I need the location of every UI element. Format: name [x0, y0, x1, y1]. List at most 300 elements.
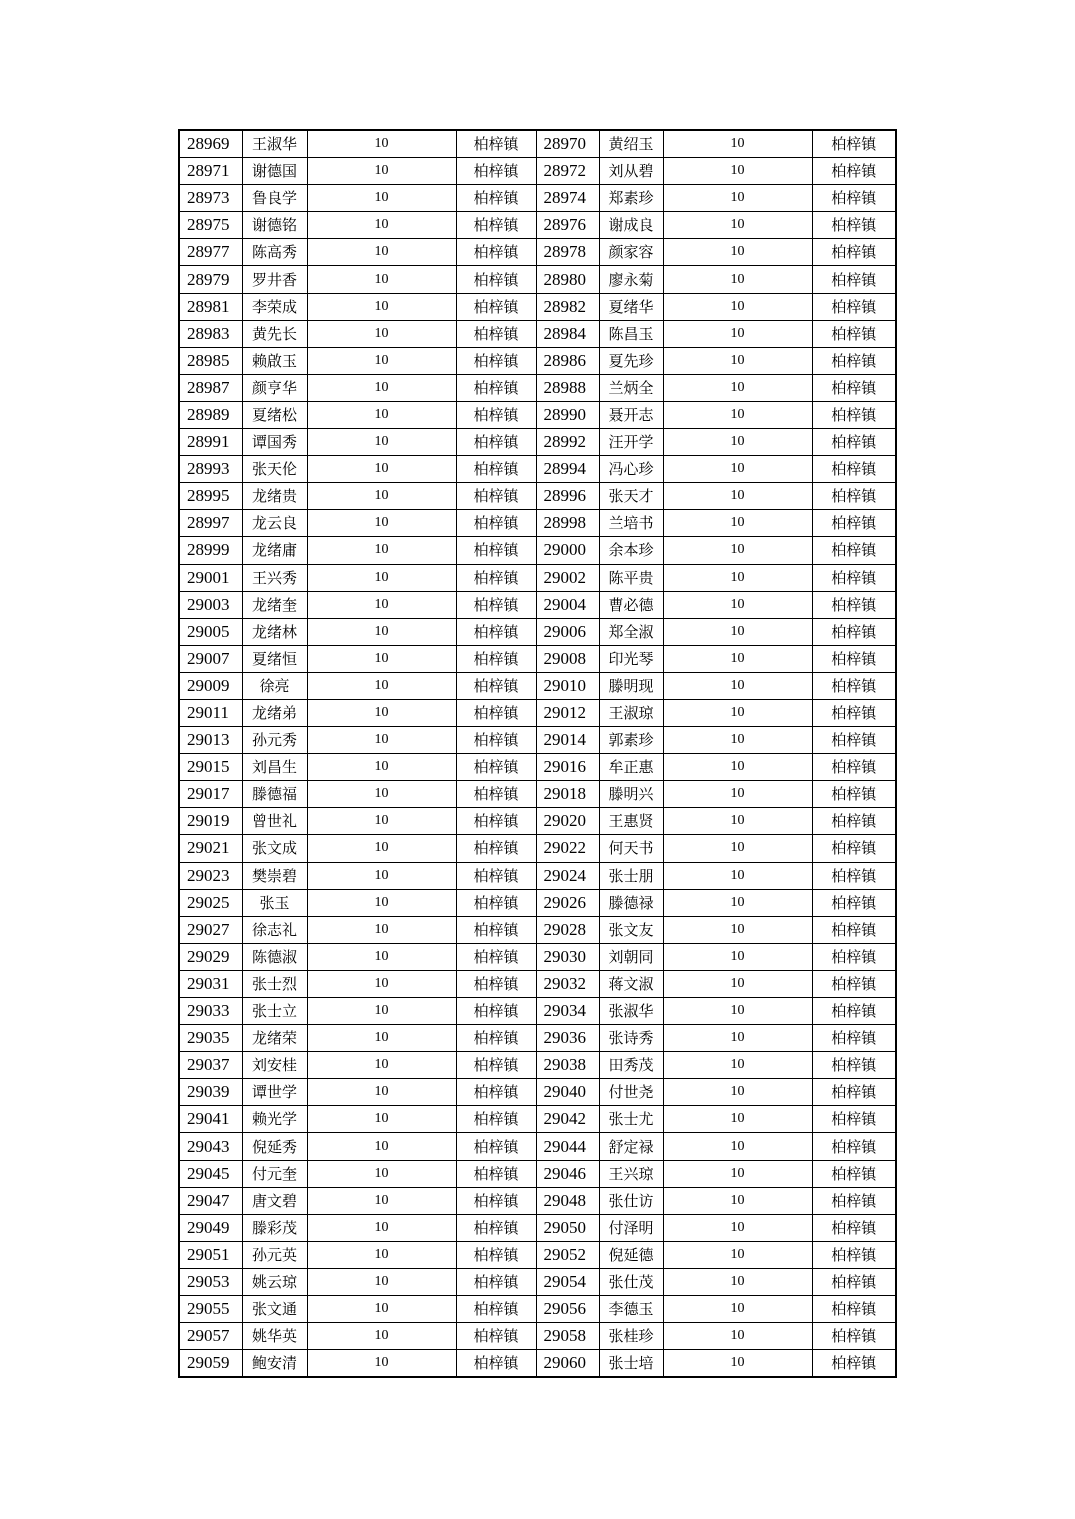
record-id-cell: 29059: [179, 1350, 242, 1378]
amount-cell: 10: [307, 429, 456, 456]
record-id-cell: 29015: [179, 754, 242, 781]
name-cell: 舒定禄: [599, 1133, 663, 1160]
amount-cell: 10: [663, 1187, 812, 1214]
town-cell: 柏梓镇: [812, 510, 896, 537]
name-cell: 谢成良: [599, 212, 663, 239]
table-row: [179, 591, 896, 618]
town-cell: 柏梓镇: [812, 239, 896, 266]
record-id-cell: 28976: [536, 212, 599, 239]
table-row: [179, 943, 896, 970]
amount-cell: 10: [663, 1133, 812, 1160]
name-cell: 王兴琼: [599, 1160, 663, 1187]
table-row: [179, 130, 896, 158]
record-id-cell: 29001: [179, 564, 242, 591]
amount-cell: 10: [663, 483, 812, 510]
record-id-cell: 29038: [536, 1052, 599, 1079]
amount-cell: 10: [663, 401, 812, 428]
record-id-cell: 29017: [179, 781, 242, 808]
amount-cell: 10: [663, 916, 812, 943]
name-cell: 郑全淑: [599, 618, 663, 645]
table-row: [179, 727, 896, 754]
record-id-cell: 29011: [179, 699, 242, 726]
town-cell: 柏梓镇: [812, 943, 896, 970]
amount-cell: 10: [663, 645, 812, 672]
town-cell: 柏梓镇: [456, 889, 536, 916]
name-cell: 唐文碧: [242, 1187, 307, 1214]
record-id-cell: 29016: [536, 754, 599, 781]
record-id-cell: 28985: [179, 347, 242, 374]
town-cell: 柏梓镇: [456, 456, 536, 483]
record-id-cell: 28997: [179, 510, 242, 537]
name-cell: 郭素珍: [599, 727, 663, 754]
record-id-cell: 29050: [536, 1214, 599, 1241]
table-row: [179, 1025, 896, 1052]
town-cell: 柏梓镇: [456, 1214, 536, 1241]
town-cell: 柏梓镇: [456, 293, 536, 320]
amount-cell: 10: [663, 293, 812, 320]
town-cell: 柏梓镇: [812, 266, 896, 293]
table-row: [179, 1079, 896, 1106]
table-row: [179, 564, 896, 591]
record-id-cell: 29009: [179, 672, 242, 699]
town-cell: 柏梓镇: [812, 808, 896, 835]
record-id-cell: 29008: [536, 645, 599, 672]
town-cell: 柏梓镇: [812, 1160, 896, 1187]
name-cell: 张士朋: [599, 862, 663, 889]
name-cell: 黄先长: [242, 320, 307, 347]
amount-cell: 10: [307, 510, 456, 537]
town-cell: 柏梓镇: [812, 158, 896, 185]
name-cell: 徐志礼: [242, 916, 307, 943]
amount-cell: 10: [307, 483, 456, 510]
name-cell: 鲁良学: [242, 185, 307, 212]
town-cell: 柏梓镇: [812, 537, 896, 564]
name-cell: 刘安桂: [242, 1052, 307, 1079]
amount-cell: 10: [307, 998, 456, 1025]
record-id-cell: 29019: [179, 808, 242, 835]
record-id-cell: 29057: [179, 1323, 242, 1350]
record-id-cell: 29035: [179, 1025, 242, 1052]
town-cell: 柏梓镇: [456, 266, 536, 293]
amount-cell: 10: [307, 1268, 456, 1295]
name-cell: 王兴秀: [242, 564, 307, 591]
record-id-cell: 28989: [179, 401, 242, 428]
town-cell: 柏梓镇: [456, 1079, 536, 1106]
name-cell: 聂开志: [599, 401, 663, 428]
name-cell: 龙绪弟: [242, 699, 307, 726]
amount-cell: 10: [663, 158, 812, 185]
town-cell: 柏梓镇: [456, 754, 536, 781]
town-cell: 柏梓镇: [812, 754, 896, 781]
name-cell: 张玉: [242, 889, 307, 916]
name-cell: 颜家容: [599, 239, 663, 266]
amount-cell: 10: [663, 510, 812, 537]
amount-cell: 10: [307, 1296, 456, 1323]
town-cell: 柏梓镇: [456, 1187, 536, 1214]
town-cell: 柏梓镇: [456, 591, 536, 618]
name-cell: 倪延秀: [242, 1133, 307, 1160]
record-id-cell: 28992: [536, 429, 599, 456]
record-id-cell: 29021: [179, 835, 242, 862]
record-id-cell: 29027: [179, 916, 242, 943]
table-row: [179, 889, 896, 916]
town-cell: 柏梓镇: [812, 1350, 896, 1378]
amount-cell: 10: [307, 374, 456, 401]
record-id-cell: 29018: [536, 781, 599, 808]
amount-cell: 10: [663, 618, 812, 645]
record-id-cell: 29031: [179, 970, 242, 997]
record-id-cell: 29039: [179, 1079, 242, 1106]
name-cell: 张士尤: [599, 1106, 663, 1133]
record-id-cell: 29014: [536, 727, 599, 754]
amount-cell: 10: [663, 672, 812, 699]
town-cell: 柏梓镇: [456, 645, 536, 672]
name-cell: 王惠贤: [599, 808, 663, 835]
name-cell: 郑素珍: [599, 185, 663, 212]
table-row: [179, 320, 896, 347]
name-cell: 张诗秀: [599, 1025, 663, 1052]
town-cell: 柏梓镇: [456, 429, 536, 456]
table-row: [179, 266, 896, 293]
amount-cell: 10: [663, 591, 812, 618]
table-row: [179, 401, 896, 428]
table-row: [179, 1052, 896, 1079]
town-cell: 柏梓镇: [456, 835, 536, 862]
name-cell: 陈高秀: [242, 239, 307, 266]
table-row: [179, 862, 896, 889]
name-cell: 龙绪贵: [242, 483, 307, 510]
record-id-cell: 29053: [179, 1268, 242, 1295]
town-cell: 柏梓镇: [812, 727, 896, 754]
name-cell: 张天伦: [242, 456, 307, 483]
record-id-cell: 28986: [536, 347, 599, 374]
name-cell: 兰培书: [599, 510, 663, 537]
town-cell: 柏梓镇: [456, 1350, 536, 1378]
record-id-cell: 29042: [536, 1106, 599, 1133]
amount-cell: 10: [663, 889, 812, 916]
town-cell: 柏梓镇: [812, 401, 896, 428]
table-row: [179, 293, 896, 320]
amount-cell: 10: [307, 1160, 456, 1187]
amount-cell: 10: [307, 727, 456, 754]
table-row: [179, 916, 896, 943]
record-id-cell: 28998: [536, 510, 599, 537]
table-row: [179, 239, 896, 266]
name-cell: 滕彩茂: [242, 1214, 307, 1241]
name-cell: 兰炳全: [599, 374, 663, 401]
amount-cell: 10: [307, 808, 456, 835]
name-cell: 滕德禄: [599, 889, 663, 916]
town-cell: 柏梓镇: [456, 374, 536, 401]
name-cell: 张文成: [242, 835, 307, 862]
amount-cell: 10: [663, 347, 812, 374]
table-row: [179, 212, 896, 239]
table-row: [179, 754, 896, 781]
town-cell: 柏梓镇: [812, 1052, 896, 1079]
town-cell: 柏梓镇: [456, 727, 536, 754]
town-cell: 柏梓镇: [456, 212, 536, 239]
name-cell: 赖光学: [242, 1106, 307, 1133]
record-id-cell: 28999: [179, 537, 242, 564]
name-cell: 曾世礼: [242, 808, 307, 835]
name-cell: 张士立: [242, 998, 307, 1025]
record-id-cell: 28996: [536, 483, 599, 510]
name-cell: 谭世学: [242, 1079, 307, 1106]
amount-cell: 10: [307, 239, 456, 266]
amount-cell: 10: [307, 591, 456, 618]
town-cell: 柏梓镇: [456, 401, 536, 428]
amount-cell: 10: [663, 239, 812, 266]
amount-cell: 10: [307, 537, 456, 564]
record-id-cell: 28981: [179, 293, 242, 320]
table-row: [179, 1160, 896, 1187]
town-cell: 柏梓镇: [456, 1241, 536, 1268]
name-cell: 刘朝同: [599, 943, 663, 970]
record-id-cell: 28987: [179, 374, 242, 401]
name-cell: 张淑华: [599, 998, 663, 1025]
town-cell: 柏梓镇: [812, 1323, 896, 1350]
amount-cell: 10: [307, 1187, 456, 1214]
town-cell: 柏梓镇: [812, 645, 896, 672]
record-id-cell: 29047: [179, 1187, 242, 1214]
name-cell: 付元奎: [242, 1160, 307, 1187]
record-id-cell: 29025: [179, 889, 242, 916]
name-cell: 黄绍玉: [599, 130, 663, 158]
amount-cell: 10: [663, 727, 812, 754]
table-row: [179, 1296, 896, 1323]
town-cell: 柏梓镇: [456, 781, 536, 808]
table-row: [179, 429, 896, 456]
record-id-cell: 29004: [536, 591, 599, 618]
table-row: [179, 185, 896, 212]
name-cell: 徐亮: [242, 672, 307, 699]
town-cell: 柏梓镇: [812, 483, 896, 510]
amount-cell: 10: [307, 401, 456, 428]
record-id-cell: 29022: [536, 835, 599, 862]
town-cell: 柏梓镇: [456, 483, 536, 510]
table-row: [179, 456, 896, 483]
name-cell: 倪延德: [599, 1241, 663, 1268]
record-id-cell: 29037: [179, 1052, 242, 1079]
record-id-cell: 29012: [536, 699, 599, 726]
record-id-cell: 28994: [536, 456, 599, 483]
name-cell: 鲍安清: [242, 1350, 307, 1378]
amount-cell: 10: [663, 130, 812, 158]
name-cell: 刘昌生: [242, 754, 307, 781]
amount-cell: 10: [663, 943, 812, 970]
name-cell: 樊崇碧: [242, 862, 307, 889]
name-cell: 滕明兴: [599, 781, 663, 808]
record-id-cell: 29030: [536, 943, 599, 970]
town-cell: 柏梓镇: [456, 943, 536, 970]
amount-cell: 10: [307, 293, 456, 320]
record-id-cell: 29058: [536, 1323, 599, 1350]
record-id-cell: 29055: [179, 1296, 242, 1323]
name-cell: 赖啟玉: [242, 347, 307, 374]
town-cell: 柏梓镇: [812, 1133, 896, 1160]
amount-cell: 10: [663, 429, 812, 456]
name-cell: 付世尧: [599, 1079, 663, 1106]
town-cell: 柏梓镇: [456, 970, 536, 997]
town-cell: 柏梓镇: [456, 347, 536, 374]
town-cell: 柏梓镇: [812, 456, 896, 483]
amount-cell: 10: [663, 456, 812, 483]
amount-cell: 10: [307, 564, 456, 591]
town-cell: 柏梓镇: [456, 1268, 536, 1295]
town-cell: 柏梓镇: [456, 699, 536, 726]
town-cell: 柏梓镇: [812, 1241, 896, 1268]
record-id-cell: 28975: [179, 212, 242, 239]
record-id-cell: 29000: [536, 537, 599, 564]
amount-cell: 10: [307, 1106, 456, 1133]
table-row: [179, 1350, 896, 1378]
name-cell: 廖永菊: [599, 266, 663, 293]
name-cell: 张士烈: [242, 970, 307, 997]
record-id-cell: 29006: [536, 618, 599, 645]
amount-cell: 10: [307, 835, 456, 862]
record-id-cell: 28979: [179, 266, 242, 293]
town-cell: 柏梓镇: [812, 1025, 896, 1052]
name-cell: 谭国秀: [242, 429, 307, 456]
name-cell: 姚华英: [242, 1323, 307, 1350]
town-cell: 柏梓镇: [812, 293, 896, 320]
town-cell: 柏梓镇: [456, 564, 536, 591]
amount-cell: 10: [307, 130, 456, 158]
amount-cell: 10: [663, 212, 812, 239]
amount-cell: 10: [307, 266, 456, 293]
table-row: [179, 808, 896, 835]
town-cell: 柏梓镇: [812, 185, 896, 212]
town-cell: 柏梓镇: [456, 510, 536, 537]
name-cell: 夏绪恒: [242, 645, 307, 672]
town-cell: 柏梓镇: [812, 1187, 896, 1214]
table-row: [179, 537, 896, 564]
record-id-cell: 29020: [536, 808, 599, 835]
amount-cell: 10: [307, 1079, 456, 1106]
town-cell: 柏梓镇: [456, 239, 536, 266]
amount-cell: 10: [663, 1350, 812, 1378]
name-cell: 姚云琼: [242, 1268, 307, 1295]
amount-cell: 10: [663, 1025, 812, 1052]
town-cell: 柏梓镇: [812, 862, 896, 889]
table-row: [179, 699, 896, 726]
name-cell: 张桂珍: [599, 1323, 663, 1350]
name-cell: 谢德铭: [242, 212, 307, 239]
town-cell: 柏梓镇: [812, 1079, 896, 1106]
name-cell: 龙云良: [242, 510, 307, 537]
amount-cell: 10: [307, 1214, 456, 1241]
name-cell: 龙绪庸: [242, 537, 307, 564]
table-row: [179, 645, 896, 672]
table-row: [179, 1323, 896, 1350]
record-id-cell: 29049: [179, 1214, 242, 1241]
amount-cell: 10: [307, 158, 456, 185]
name-cell: 滕德福: [242, 781, 307, 808]
amount-cell: 10: [663, 1052, 812, 1079]
roster-body: [179, 130, 896, 1377]
name-cell: 夏绪松: [242, 401, 307, 428]
name-cell: 王淑华: [242, 130, 307, 158]
amount-cell: 10: [307, 1323, 456, 1350]
name-cell: 张天才: [599, 483, 663, 510]
record-id-cell: 29024: [536, 862, 599, 889]
amount-cell: 10: [663, 970, 812, 997]
town-cell: 柏梓镇: [456, 185, 536, 212]
town-cell: 柏梓镇: [812, 1106, 896, 1133]
amount-cell: 10: [663, 998, 812, 1025]
town-cell: 柏梓镇: [456, 1160, 536, 1187]
amount-cell: 10: [307, 943, 456, 970]
record-id-cell: 29034: [536, 998, 599, 1025]
table-row: [179, 483, 896, 510]
name-cell: 孙元秀: [242, 727, 307, 754]
table-row: [179, 374, 896, 401]
table-row: [179, 510, 896, 537]
amount-cell: 10: [663, 320, 812, 347]
town-cell: 柏梓镇: [456, 130, 536, 158]
name-cell: 田秀茂: [599, 1052, 663, 1079]
table-row: [179, 1241, 896, 1268]
record-id-cell: 29056: [536, 1296, 599, 1323]
record-id-cell: 29054: [536, 1268, 599, 1295]
roster-table: [178, 129, 897, 1378]
record-id-cell: 29060: [536, 1350, 599, 1378]
amount-cell: 10: [307, 185, 456, 212]
amount-cell: 10: [663, 1160, 812, 1187]
amount-cell: 10: [663, 266, 812, 293]
amount-cell: 10: [663, 1268, 812, 1295]
amount-cell: 10: [663, 185, 812, 212]
record-id-cell: 29010: [536, 672, 599, 699]
record-id-cell: 29051: [179, 1241, 242, 1268]
amount-cell: 10: [307, 889, 456, 916]
name-cell: 张士培: [599, 1350, 663, 1378]
table-row: [179, 158, 896, 185]
table-row: [179, 1133, 896, 1160]
town-cell: 柏梓镇: [456, 618, 536, 645]
record-id-cell: 29023: [179, 862, 242, 889]
record-id-cell: 29029: [179, 943, 242, 970]
record-id-cell: 29045: [179, 1160, 242, 1187]
town-cell: 柏梓镇: [812, 1296, 896, 1323]
amount-cell: 10: [663, 1214, 812, 1241]
town-cell: 柏梓镇: [812, 591, 896, 618]
amount-cell: 10: [307, 456, 456, 483]
record-id-cell: 28991: [179, 429, 242, 456]
town-cell: 柏梓镇: [812, 1268, 896, 1295]
record-id-cell: 28972: [536, 158, 599, 185]
amount-cell: 10: [663, 537, 812, 564]
name-cell: 冯心珍: [599, 456, 663, 483]
amount-cell: 10: [663, 862, 812, 889]
amount-cell: 10: [307, 781, 456, 808]
town-cell: 柏梓镇: [456, 998, 536, 1025]
record-id-cell: 28988: [536, 374, 599, 401]
record-id-cell: 29007: [179, 645, 242, 672]
amount-cell: 10: [307, 672, 456, 699]
town-cell: 柏梓镇: [456, 808, 536, 835]
town-cell: 柏梓镇: [456, 1052, 536, 1079]
record-id-cell: 28977: [179, 239, 242, 266]
record-id-cell: 28993: [179, 456, 242, 483]
name-cell: 龙绪林: [242, 618, 307, 645]
table-row: [179, 1214, 896, 1241]
amount-cell: 10: [663, 754, 812, 781]
name-cell: 陈德淑: [242, 943, 307, 970]
record-id-cell: 29028: [536, 916, 599, 943]
town-cell: 柏梓镇: [456, 1323, 536, 1350]
record-id-cell: 28974: [536, 185, 599, 212]
